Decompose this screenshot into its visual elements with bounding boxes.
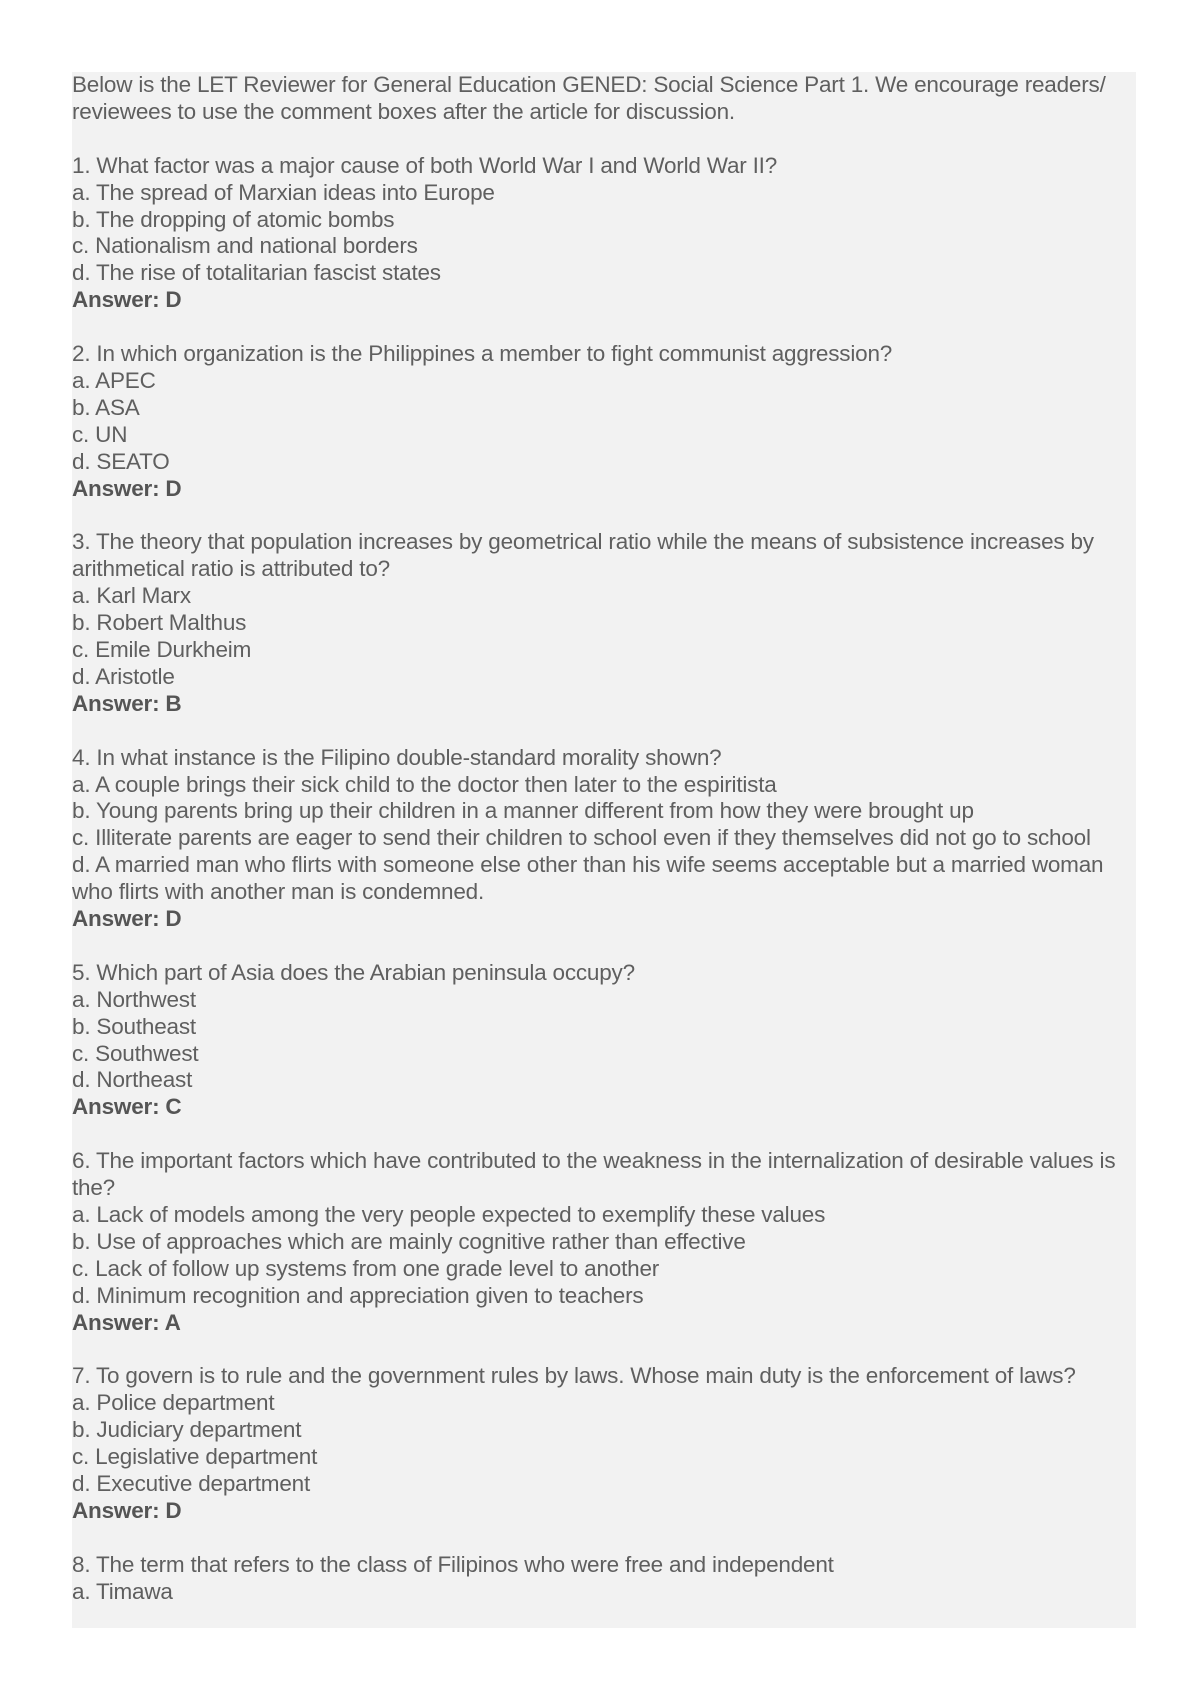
option-d: d. Northeast [72, 1067, 193, 1093]
question-block-2 [72, 341, 1136, 502]
answer: Answer: A [72, 1309, 181, 1335]
option-c: c. Legislative department [72, 1444, 318, 1470]
answer: Answer: D [72, 1497, 182, 1523]
question-text: 4. In what instance is the Filipino double-standard morality shown? [72, 744, 722, 770]
question-text: 6. The important factors which have contributed to the weakness in the internalization of desirable values is the? [72, 1148, 1116, 1201]
question-block-3 [72, 529, 1136, 717]
option-a: a. Northwest [72, 986, 196, 1012]
spacer [72, 502, 1136, 529]
spacer [72, 1525, 1136, 1552]
spacer [72, 718, 1136, 745]
question-text: 7. To govern is to rule and the government rules by laws. Whose main duty is the enforcement of laws? [72, 1363, 1076, 1389]
answer: Answer: D [72, 287, 182, 313]
option-b: b. The dropping of atomic bombs [72, 206, 395, 232]
option-d: d. SEATO [72, 448, 170, 474]
spacer [72, 933, 1136, 960]
answer: Answer: B [72, 690, 182, 716]
spacer [72, 1337, 1136, 1364]
spacer [72, 314, 1136, 341]
question-block-6 [72, 1148, 1136, 1336]
article-body [72, 72, 1136, 1628]
option-a: a. APEC [72, 367, 156, 393]
question-block-7 [72, 1363, 1136, 1524]
option-b: b. Young parents bring up their children in a manner different from how they were brought up [72, 798, 974, 824]
option-b: b. ASA [72, 394, 140, 420]
question-text: 5. Which part of Asia does the Arabian peninsula occupy? [72, 959, 635, 985]
intro-paragraph: Below is the LET Reviewer for General Education GENED: Social Science Part 1. We encourage readers/ reviewees to use the comment boxes after the article for discussion. [72, 72, 1106, 124]
question-text: 3. The theory that population increases by geometrical ratio while the means of subsistence increases by arithmetical ratio is attributed to? [72, 529, 1094, 582]
question-block-8 [72, 1552, 1136, 1606]
option-b: b. Southeast [72, 1013, 196, 1039]
option-a: a. Lack of models among the very people expected to exemplify these values [72, 1201, 826, 1227]
answer: Answer: D [72, 475, 182, 501]
spacer [72, 126, 1136, 153]
option-b: b. Robert Malthus [72, 610, 247, 636]
option-c: c. Emile Durkheim [72, 636, 252, 662]
option-a: a. A couple brings their sick child to the doctor then later to the espiritista [72, 771, 777, 797]
option-d: d. Minimum recognition and appreciation given to teachers [72, 1282, 644, 1308]
option-a: a. Timawa [72, 1578, 173, 1604]
option-d: d. Aristotle [72, 663, 175, 689]
option-b: b. Use of approaches which are mainly cognitive rather than effective [72, 1228, 746, 1254]
option-c: c. Southwest [72, 1040, 199, 1066]
question-text: 1. What factor was a major cause of both World War I and World War II? [72, 152, 778, 178]
option-c: c. Nationalism and national borders [72, 233, 418, 259]
question-block-5 [72, 960, 1136, 1121]
question-text: 8. The term that refers to the class of Filipinos who were free and independent [72, 1551, 834, 1577]
option-c: c. UN [72, 421, 128, 447]
option-d: d. The rise of totalitarian fascist states [72, 260, 441, 286]
answer: Answer: D [72, 906, 182, 932]
question-block-4 [72, 745, 1136, 933]
option-d: d. Executive department [72, 1471, 311, 1497]
spacer [72, 1121, 1136, 1148]
question-block-1 [72, 153, 1136, 314]
option-a: a. Karl Marx [72, 583, 191, 609]
option-c: c. Illiterate parents are eager to send their children to school even if they themselves did not go to school [72, 825, 1091, 851]
option-d: d. A married man who flirts with someone else other than his wife seems acceptable but a married woman who flirts with another man is condemned. [72, 852, 1104, 905]
option-c: c. Lack of follow up systems from one grade level to another [72, 1255, 660, 1281]
question-text: 2. In which organization is the Philippines a member to fight communist aggression? [72, 341, 893, 367]
option-a: a. The spread of Marxian ideas into Europe [72, 179, 495, 205]
option-a: a. Police department [72, 1390, 275, 1416]
option-b: b. Judiciary department [72, 1417, 302, 1443]
answer: Answer: C [72, 1094, 182, 1120]
